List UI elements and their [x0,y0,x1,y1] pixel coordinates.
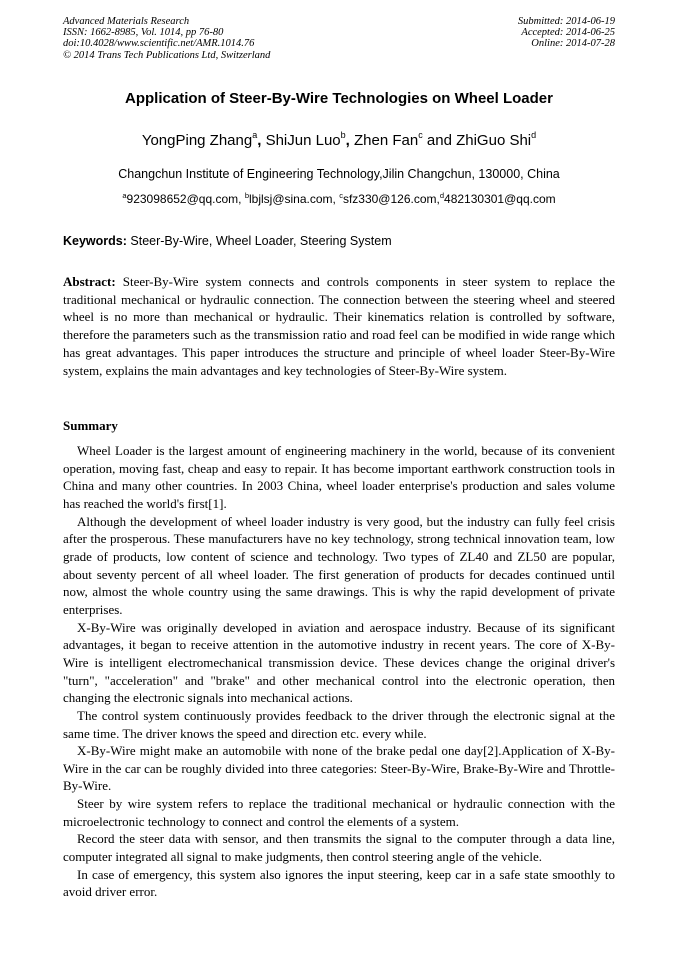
author-sup: a [252,130,258,140]
submitted-date: Submitted: 2014-06-19 [517,16,615,27]
body-text [63,442,615,901]
body-paragraph: The control system continuously provides feedback to the driver through the electronic signal at the same time. The driver knows the speed and direction etc. every while. [63,707,615,741]
body-paragraph: X-By-Wire might make an automobile with none of the brake pedal one day[2].Application of X-By-Wire in the car can be roughly divided into three categories: Steer-By-Wire, Brake-By-Wire and Throttle-By-Wire. [63,743,615,794]
body-paragraph: X-By-Wire was originally developed in aviation and aerospace industry. Because of its significant advantages, it began to receive attention in the automotive industry in recent years. The core of X-By-Wire is intelligent electromechanical transmission device. These devices change the original driver's "turn", "acceleration" and "brake" and other mechanical control into the electronic operation, then changing the electronic signals into mechanical actions. [63,619,615,706]
email-sup: b [244,191,249,200]
copyright-line: © 2014 Trans Tech Publications Ltd, Switzerland [63,49,271,61]
keywords-label: Keywords: [63,234,127,248]
keywords-text: Steer-By-Wire, Wheel Loader, Steering System [130,234,392,248]
author-separator: , [257,132,262,149]
body-paragraph: In case of emergency, this system also ignores the input steering, keep car in a safe state smoothly to avoid driver error. [63,866,615,900]
issn-line: ISSN: 1662-8985, Vol. 1014, pp 76-80 [63,27,224,39]
email-address[interactable]: 482130301@qq.com [444,192,556,206]
author-sup: b [340,130,346,140]
online-date: Online: 2014-07-28 [531,38,615,50]
journal-header-left [63,16,270,61]
email-address[interactable]: lbjlsj@sina.com [248,192,333,206]
accepted-date: Accepted: 2014-06-25 [521,27,615,39]
keywords [63,234,615,248]
email-list: $^a$923098652@qq.com, $^b$lbjlsj@sina.com, $^c$sfz330@126.com,$^d$482130301@qq.com [122,191,556,206]
email-address[interactable]: 923098652@qq.com [126,192,239,206]
journal-header-right [518,16,615,50]
abstract-label: Abstract: [63,274,116,289]
doi-line[interactable]: doi:10.4028/www.scientific.net/AMR.1014.76 [63,38,255,50]
author-name: ZhiGuo Shi [456,132,532,149]
email-address[interactable]: sfz330@126.com [342,192,437,206]
author-list [0,132,678,149]
body-paragraph: Wheel Loader is the largest amount of engineering machinery in the world, because of its convenient operation, moving fast, cheap and easy to repair. It has become important earthwork construction tools in China and many other countries. In 2003 China, wheel loader enterprise's production and sales volume has reached the world's first[1]. [63,443,615,511]
email-sup: c [339,191,343,200]
author-name: Zhen Fan [354,132,419,149]
affiliation: Changchun Institute of Engineering Technology,Jilin Changchun, 130000, China [118,167,560,181]
abstract-text: Steer-By-Wire system connects and controls components in steer system to replace the traditional mechanical or hydraulic connection. The connection between the steering wheel and steered wheel is no more than mechanical or hydraulic. Their kinematics relation is controlled by software, therefore the parameters such as the transmission ratio and road feel can be modified in wide range which has great advantages. This paper introduces the structure and principle of wheel loader Steer-By-Wire system, explains the main advantages and key technologies of Steer-By-Wire system. [63,274,615,378]
email-sup: d [439,191,445,200]
section-heading: Summary [63,418,118,433]
author-sup: c [418,130,423,140]
author-and: and [426,132,452,149]
body-paragraph: Although the development of wheel loader industry is very good, but the industry can fully feel crisis after the prosperous. These manufacturers have no key technology, strong technical innovation team, low grade of products, low content of science and technology. Two types of ZL40 and ZL50 are popular, about seventy percent of all wheel loader. The first generation of products for decades continued until now, almost the whole country using the same drawings. This is why the rapid development of private enterprises. [63,513,615,617]
author-name: YongPing Zhang [141,132,253,149]
body-paragraph: Record the steer data with sensor, and then transmits the signal to the computer through a data line, computer integrated all signal to make judgments, then control steering angle of the vehicle. [63,831,615,865]
paper-title: Application of Steer-By-Wire Technologies on Wheel Loader [125,90,553,107]
author-sup: d [531,130,537,140]
journal-name: Advanced Materials Research [63,16,190,27]
author-name: ShiJun Luo [265,132,341,149]
body-paragraph: Steer by wire system refers to replace the traditional mechanical or hydraulic connection with the microelectronic technology to connect and control the elements of a system. [63,796,615,829]
abstract [63,273,615,379]
author-separator: , [345,132,350,149]
email-sup: a [122,191,127,200]
